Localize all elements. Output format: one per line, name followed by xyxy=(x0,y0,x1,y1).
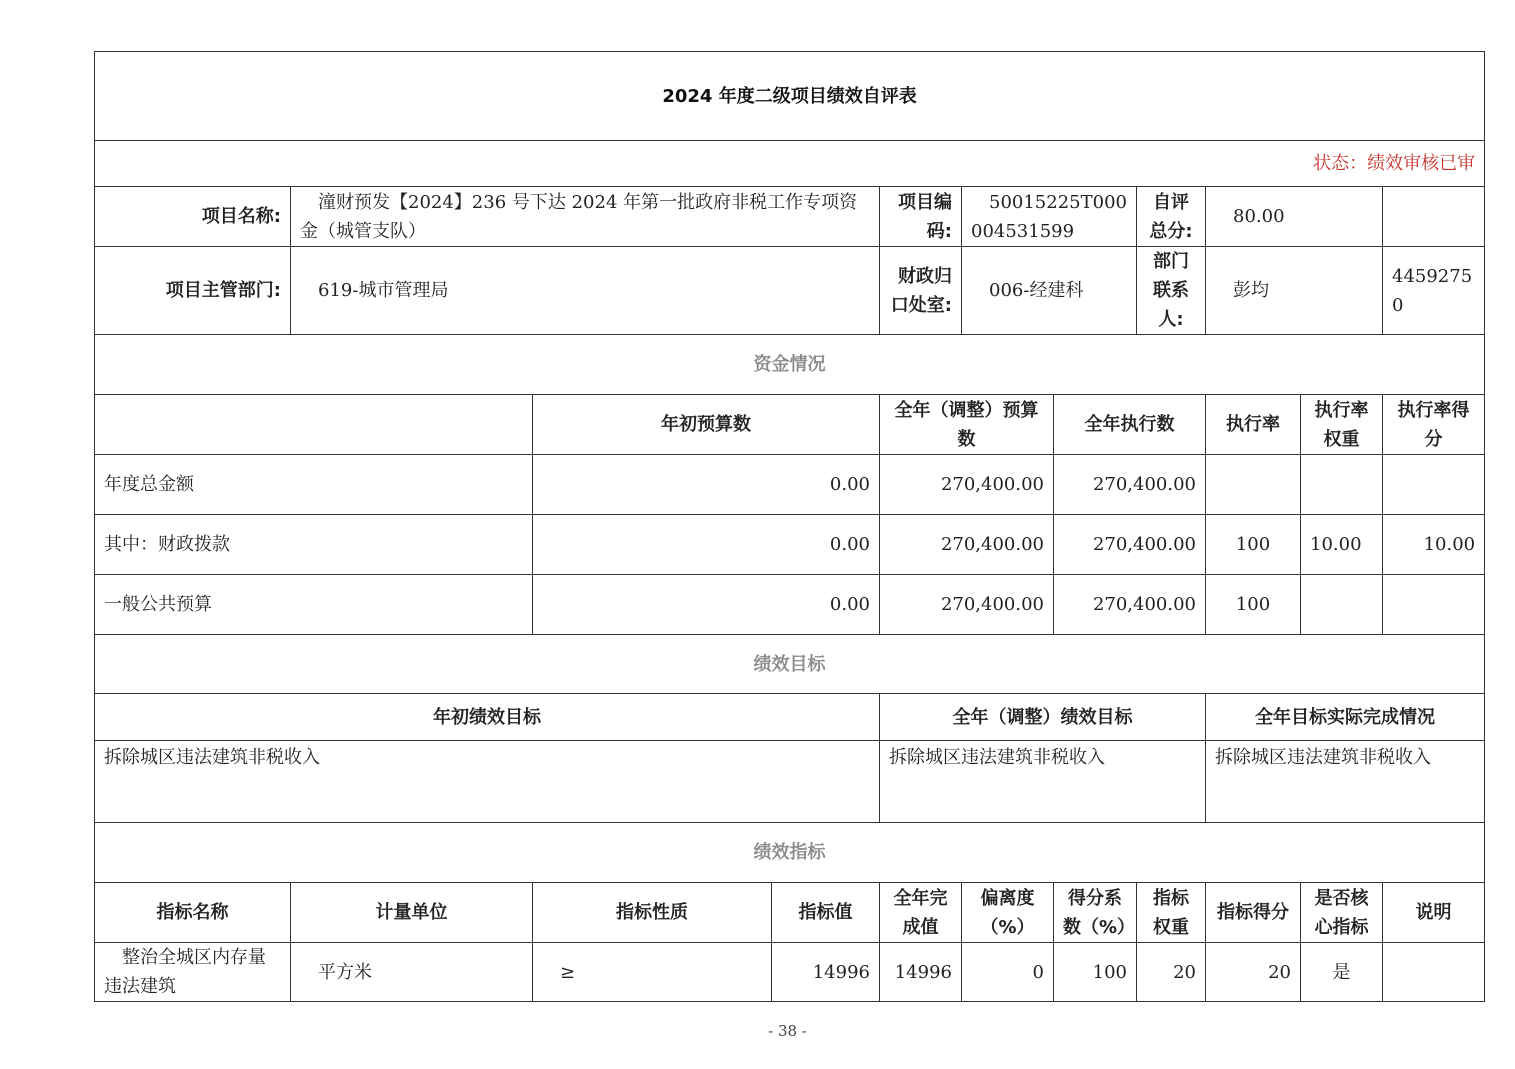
ind-row-weight: 20 xyxy=(1137,943,1206,1002)
ind-header-note: 说明 xyxy=(1383,883,1485,943)
project-code-label: 项目编码: xyxy=(880,187,962,247)
ind-header-coef: 得分系数（%） xyxy=(1054,883,1137,943)
contact-label: 部门联系人: xyxy=(1137,247,1206,335)
funds-row-adjusted: 270,400.00 xyxy=(880,455,1054,515)
goal-initial-value: 拆除城区违法建筑非税收入 xyxy=(95,741,880,823)
ind-row-note xyxy=(1383,943,1485,1002)
funds-row-rate: 100 xyxy=(1206,515,1301,575)
table-row xyxy=(95,515,1485,575)
ind-row-score: 20 xyxy=(1206,943,1301,1002)
funds-row-score xyxy=(1383,575,1485,635)
self-score-label: 自评总分: xyxy=(1137,187,1206,247)
finance-office-label: 财政归口处室: xyxy=(880,247,962,335)
ind-row-unit: 平方米 xyxy=(291,943,533,1002)
contact-value: 彭均 xyxy=(1206,247,1383,335)
dept-label: 项目主管部门: xyxy=(95,247,291,335)
funds-row-score: 10.00 xyxy=(1383,515,1485,575)
ind-row-nature: ≥ xyxy=(533,943,772,1002)
funds-header-weight: 执行率权重 xyxy=(1301,395,1383,455)
funds-row-initial: 0.00 xyxy=(533,575,880,635)
table-row xyxy=(95,575,1485,635)
funds-row-weight xyxy=(1301,575,1383,635)
ind-header-target: 指标值 xyxy=(772,883,880,943)
goals-header-adjusted: 全年（调整）绩效目标 xyxy=(880,694,1206,741)
page-title: 2024 年度二级项目绩效自评表 xyxy=(95,52,1485,141)
ind-row-target: 14996 xyxy=(772,943,880,1002)
ind-header-deviation: 偏离度（%） xyxy=(962,883,1054,943)
project-name-value: 潼财预发【2024】236 号下达 2024 年第一批政府非税工作专项资金（城管支队） xyxy=(291,187,880,247)
indicators-section-title: 绩效指标 xyxy=(95,823,1485,883)
ind-header-weight: 指标权重 xyxy=(1137,883,1206,943)
evaluation-table xyxy=(94,51,1485,1002)
funds-row-adjusted: 270,400.00 xyxy=(880,575,1054,635)
ind-header-nature: 指标性质 xyxy=(533,883,772,943)
funds-header-initial: 年初预算数 xyxy=(533,395,880,455)
funds-row-adjusted: 270,400.00 xyxy=(880,515,1054,575)
status-text: 状态：绩效审核已审 xyxy=(95,141,1485,187)
funds-row-executed: 270,400.00 xyxy=(1054,515,1206,575)
funds-row-executed: 270,400.00 xyxy=(1054,455,1206,515)
funds-row-weight xyxy=(1301,455,1383,515)
table-row xyxy=(95,455,1485,515)
self-score-value: 80.00 xyxy=(1206,187,1383,247)
funds-header-rate: 执行率 xyxy=(1206,395,1301,455)
finance-office-value: 006-经建科 xyxy=(962,247,1137,335)
funds-row-name: 其中：财政拨款 xyxy=(95,515,533,575)
funds-row-score xyxy=(1383,455,1485,515)
project-code-value: 50015225T000004531599 xyxy=(962,187,1137,247)
project-name-label: 项目名称: xyxy=(95,187,291,247)
ind-row-actual: 14996 xyxy=(880,943,962,1002)
funds-row-name: 年度总金额 xyxy=(95,455,533,515)
funds-row-executed: 270,400.00 xyxy=(1054,575,1206,635)
funds-row-weight: 10.00 xyxy=(1301,515,1383,575)
ind-row-coef: 100 xyxy=(1054,943,1137,1002)
funds-header-blank xyxy=(95,395,533,455)
ind-header-unit: 计量单位 xyxy=(291,883,533,943)
ind-header-score: 指标得分 xyxy=(1206,883,1301,943)
funds-section-title: 资金情况 xyxy=(95,335,1485,395)
ind-header-core: 是否核心指标 xyxy=(1301,883,1383,943)
phone-value: 44592750 xyxy=(1383,247,1485,335)
goal-actual-value: 拆除城区违法建筑非税收入 xyxy=(1206,741,1485,823)
goals-header-actual: 全年目标实际完成情况 xyxy=(1206,694,1485,741)
funds-header-score: 执行率得分 xyxy=(1383,395,1485,455)
ind-row-deviation: 0 xyxy=(962,943,1054,1002)
ind-header-name: 指标名称 xyxy=(95,883,291,943)
funds-row-rate xyxy=(1206,455,1301,515)
table-row xyxy=(95,943,1485,1002)
page-number: - 38 - xyxy=(768,1022,807,1040)
ind-row-name: 整治全城区内存量违法建筑 xyxy=(95,943,291,1002)
goals-section-title: 绩效目标 xyxy=(95,635,1485,694)
funds-row-rate: 100 xyxy=(1206,575,1301,635)
goals-header-initial: 年初绩效目标 xyxy=(95,694,880,741)
funds-header-adjusted: 全年（调整）预算数 xyxy=(880,395,1054,455)
dept-value: 619-城市管理局 xyxy=(291,247,880,335)
funds-header-executed: 全年执行数 xyxy=(1054,395,1206,455)
ind-header-actual: 全年完成值 xyxy=(880,883,962,943)
ind-row-core: 是 xyxy=(1301,943,1383,1002)
goal-adjusted-value: 拆除城区违法建筑非税收入 xyxy=(880,741,1206,823)
empty-cell xyxy=(1383,187,1485,247)
funds-row-initial: 0.00 xyxy=(533,455,880,515)
funds-row-name: 一般公共预算 xyxy=(95,575,533,635)
funds-row-initial: 0.00 xyxy=(533,515,880,575)
